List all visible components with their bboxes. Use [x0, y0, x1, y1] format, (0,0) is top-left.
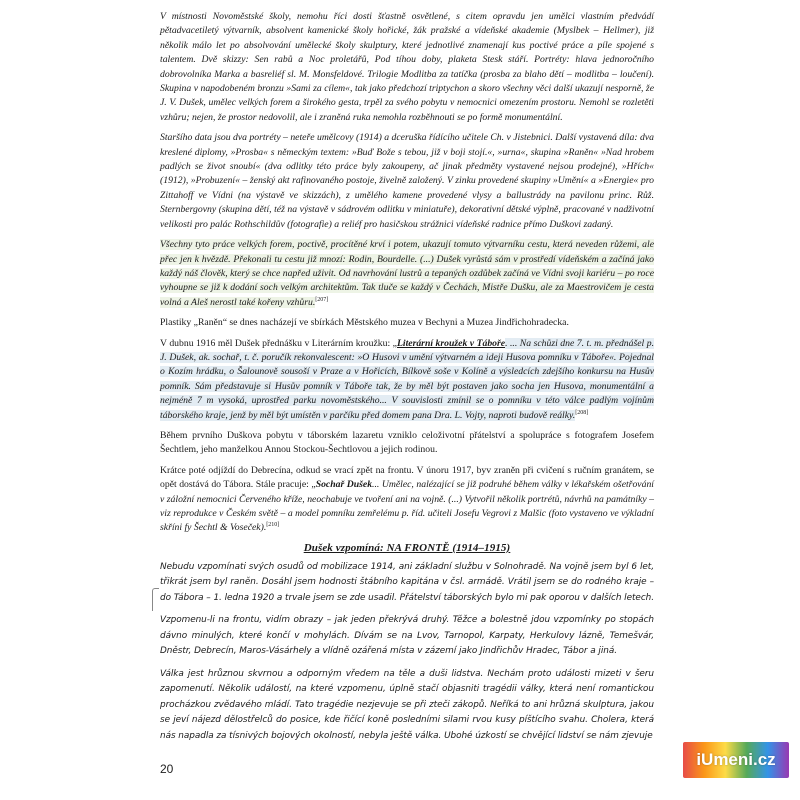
- logo-text: iUmeni.cz: [696, 750, 776, 769]
- paragraph-text: V místnosti Novoměstské školy, nemohu říci dosti šťastně osvětlené, s citem opravdu jen umělci vlastním předvádí pětadvacetiletý výtvarník, absolvent kamenické školy hořické, žák pražské a vídeňské akademie (Myslbek – Hellmer), již několik málo let po absolvování umělecké školy skulptury, které jednotlivé znamenají kus poctivé práce a píle spojené s talentem. Dvě skizzy: Sen rabů a Noc proletářů, Pod tíhou doby, plaketa Stesk stáří. Portréty: hlava jednoročního dobrovolníka Marka a basreliéf sl. M. Monsfeldové. Trilogie Modlitba za tatíčka (prosba za blaho dětí – modlitba – loučení). Skupina v napodobeném bronzu »Sami za cílem«, tak jako předchozí triptychon a skoro všechny věci další ukazují nesporně, že J. V. Dušek, umělec velkých forem a širokého gesta, trpěl za svého pobytu v nemocnici omezením prostoru. Nemohl se rozletěti vzhůru; nejen, že prostor nedovolil, ale i zraněná ruka nemohla rozběhnouti se po formě monumentální.: [160, 11, 654, 123]
- footnote-reference: [210]: [266, 522, 280, 529]
- footnote-reference: [208]: [575, 409, 589, 416]
- paragraph-text: Během prvního Duškova pobytu v táborském lazaretu vzniklo celoživotní přátelství a spolupráce s fotografem Josefem Šechtlem, jeho manželkou Annou Stockou-Šechtlovou a jejich rodinou.: [160, 429, 654, 456]
- paragraph-older-works: [160, 131, 654, 232]
- paragraph-text: V dubnu 1916 měl Dušek přednášku v Literárním kroužku: „: [160, 337, 397, 349]
- paragraph-career: [160, 238, 654, 310]
- paragraph-sculptures-location: [160, 316, 654, 330]
- quoted-article-title: Sochař Dušek: [315, 479, 373, 491]
- paragraph-exhibition-review: [160, 10, 654, 125]
- paragraph-debrecin: [160, 464, 654, 536]
- section-heading: Dušek vzpomíná: NA FRONTĚ (1914–1915): [303, 541, 511, 554]
- quoted-article-title: Literární kroužek v Táboře: [396, 337, 506, 349]
- paragraph-lecture: [160, 337, 654, 423]
- memoir-paragraph: Vzpomenu-li na frontu, vidím obrazy – jak jeden překrývá druhý. Těžce a bolestně jdou vzpomínky po stopách dávno minulých, které končí v mohylách. Dívám se na Lvov, Tarnopol, Karpaty, Herkulovy lázně, Temešvár, Dněstr, Debrecín, Maros-Vásárhely a vlídně ozářená místa v zázemí jako Jindřichův Hradec, Tábor a jiná.: [160, 615, 654, 657]
- memoir-paragraph: Válka jest hrůznou skvrnou a odporným vředem na těle a duši lidstva. Nechám proto události mizeti v šeru zapomenutí. Několik událostí, na které vzpomenu, úplně stačí objasniti tragédii války, která není romantickou procházkou zvědavého mládí. Tato tragédie nezjevuje se při zteči zákopů. Neříká to ani hrůzná skulptura, jakou se jeví nájezd dělostřelců do posice, kde řičící koně posledními silami rvou kusy píštícího svahu. Cholera, která nás napadla za tísnivých bojových okolností, nebyla ještě válka. Ubohé úzkostí se chvějící lidství se nám zjevuje: [160, 668, 654, 741]
- memoir-paragraph: Nebudu vzpomínati svých osudů od mobilizace 1914, ani základní službu v Solnohradě. Na vojně jsem byl 6 let, třikrát jsem byl raněn. Dosáhl jsem hodnosti štábního kapitána v čsl. armádě. Vrátil jsem se do rodného kraje – do Tábora – 1. ledna 1920 a trvale jsem se zde usadil. Přátelství táborských bylo mi pak oporou v dalších letech.: [160, 561, 655, 603]
- margin-bracket-mark: [152, 588, 159, 611]
- paragraph-friendship: [160, 429, 654, 458]
- quoted-article-text: ... Umělec, nalézající se již podruhé během války v lékařském ošetřování v záložní nemocnici Červeného kříže, neochabuje ve tvoření ani na vojně. (...) Vytvořil několik portrétů, návrhů na památníky – viz reprodukce v Českém světě – a model pomníku zemřelému p. říd. učiteli Josefu Vegrovi z Malšic (foto vystaveno ve výkladní skříni fy Šechtl & Voseček).: [160, 479, 654, 534]
- page-content: [160, 10, 654, 751]
- page-number: 20: [160, 762, 174, 776]
- paragraph-text: Plastiky „Raněn“ se dnes nacházejí ve sbírkách Městského muzea v Bechyni a Muzea Jindřichohradecka.: [160, 317, 569, 329]
- footnote-reference: [207]: [315, 296, 329, 303]
- iumeni-logo: [683, 742, 789, 778]
- paragraph-text: Krátce poté odjíždí do Debrecína, odkud se vrací zpět na frontu. V únoru 1917, byv zraněn při cvičení s ručním granátem, se opět dostává do Tábora. Stále pracuje: „: [160, 464, 654, 491]
- paragraph-text: Staršího data jsou dva portréty – neteře umělcovy (1914) a dceruška řídícího učitele Ch. v Jistebnici. Další vystavená díla: dva kreslené diplomy, »Prosba« s německým textem: »Buď Bože s tebou, již v boji stojí.«, »urna«, skupina »Raněn« »Nad hrobem padlých se život snoubí« (dva odlitky této práce byly zakoupeny, ač jinak předměty vystavené nejsou prodejné), »Hřích« (1912), »Probuzení« – ženský akt rafinovaného postoje, živelně založený. V zinku provedené skupiny »Umění« a »Energie« pro Zittahoff ve Vídni (na výstavě ve skizzách), z umělého kamene provedené vlysy a ballustrády na pavilonu princ. Růž. Sternbergovny (skupina dětí, též na výstavě v sádrovém odlitku v miniatuře), dekorativní dětské výplně, pracované v nadživotní velikosti pro palác Rothschildův (fotografie) a reliéf pro hasičskou strážnici vídeňské radnice přímo Duškovi zadaný.: [160, 132, 654, 230]
- quoted-article-text: . ... Na schůzi dne 7. t. m. přednášel p. J. Dušek, ak. sochař, t. č. poručík rekonvalescent: »O Husovi v umění výtvarném a ideji Husova pomníku v Táboře«. Pojednal o Kozím hrádku, o Šalounově sousoší v Praze a v Hořicích, Bílkově soše v Kolíně a výsledcích zdejšího konkursu na Husův pomník. Sám představuje si Husův pomník v Táboře tak, že by měl být postaven jako socha jen Husova, monumentální a nejméně 7 m vysoká, uprostřed parku novoměstského... V souvislosti zmínil se o pomníku v této válce padlým vojínům táborského kraje, jenž by měl být umístěn v parčíku před domem pana Dra. L. Vojty, naproti budově reálky.: [160, 337, 655, 421]
- paragraph-text: Všechny tyto práce velkých forem, poctivě, procítěné krví i potem, ukazují tomuto výtvarníku cestu, která neveden růžemi, ale přec jen k hvězdě. Překonali tu cestu již mnozí: Rodin, Bourdelle. (...) Dušek vyrůstá sám v prostředí vídeňském a začíná jako každý náš člověk, který se chce napřed uživit. Od navrhování lustrů a tepaných ozdůbek začíná ve Vídni svoji kariéru – po roce vyhoupne se již k dodání soch velkým architektům. Tak tluče se každý v Čechách, Mistře Dušku, ale za Maestrovičem je cesta volná a Aleš nerostl také kořeny vzhůru.: [160, 239, 654, 308]
